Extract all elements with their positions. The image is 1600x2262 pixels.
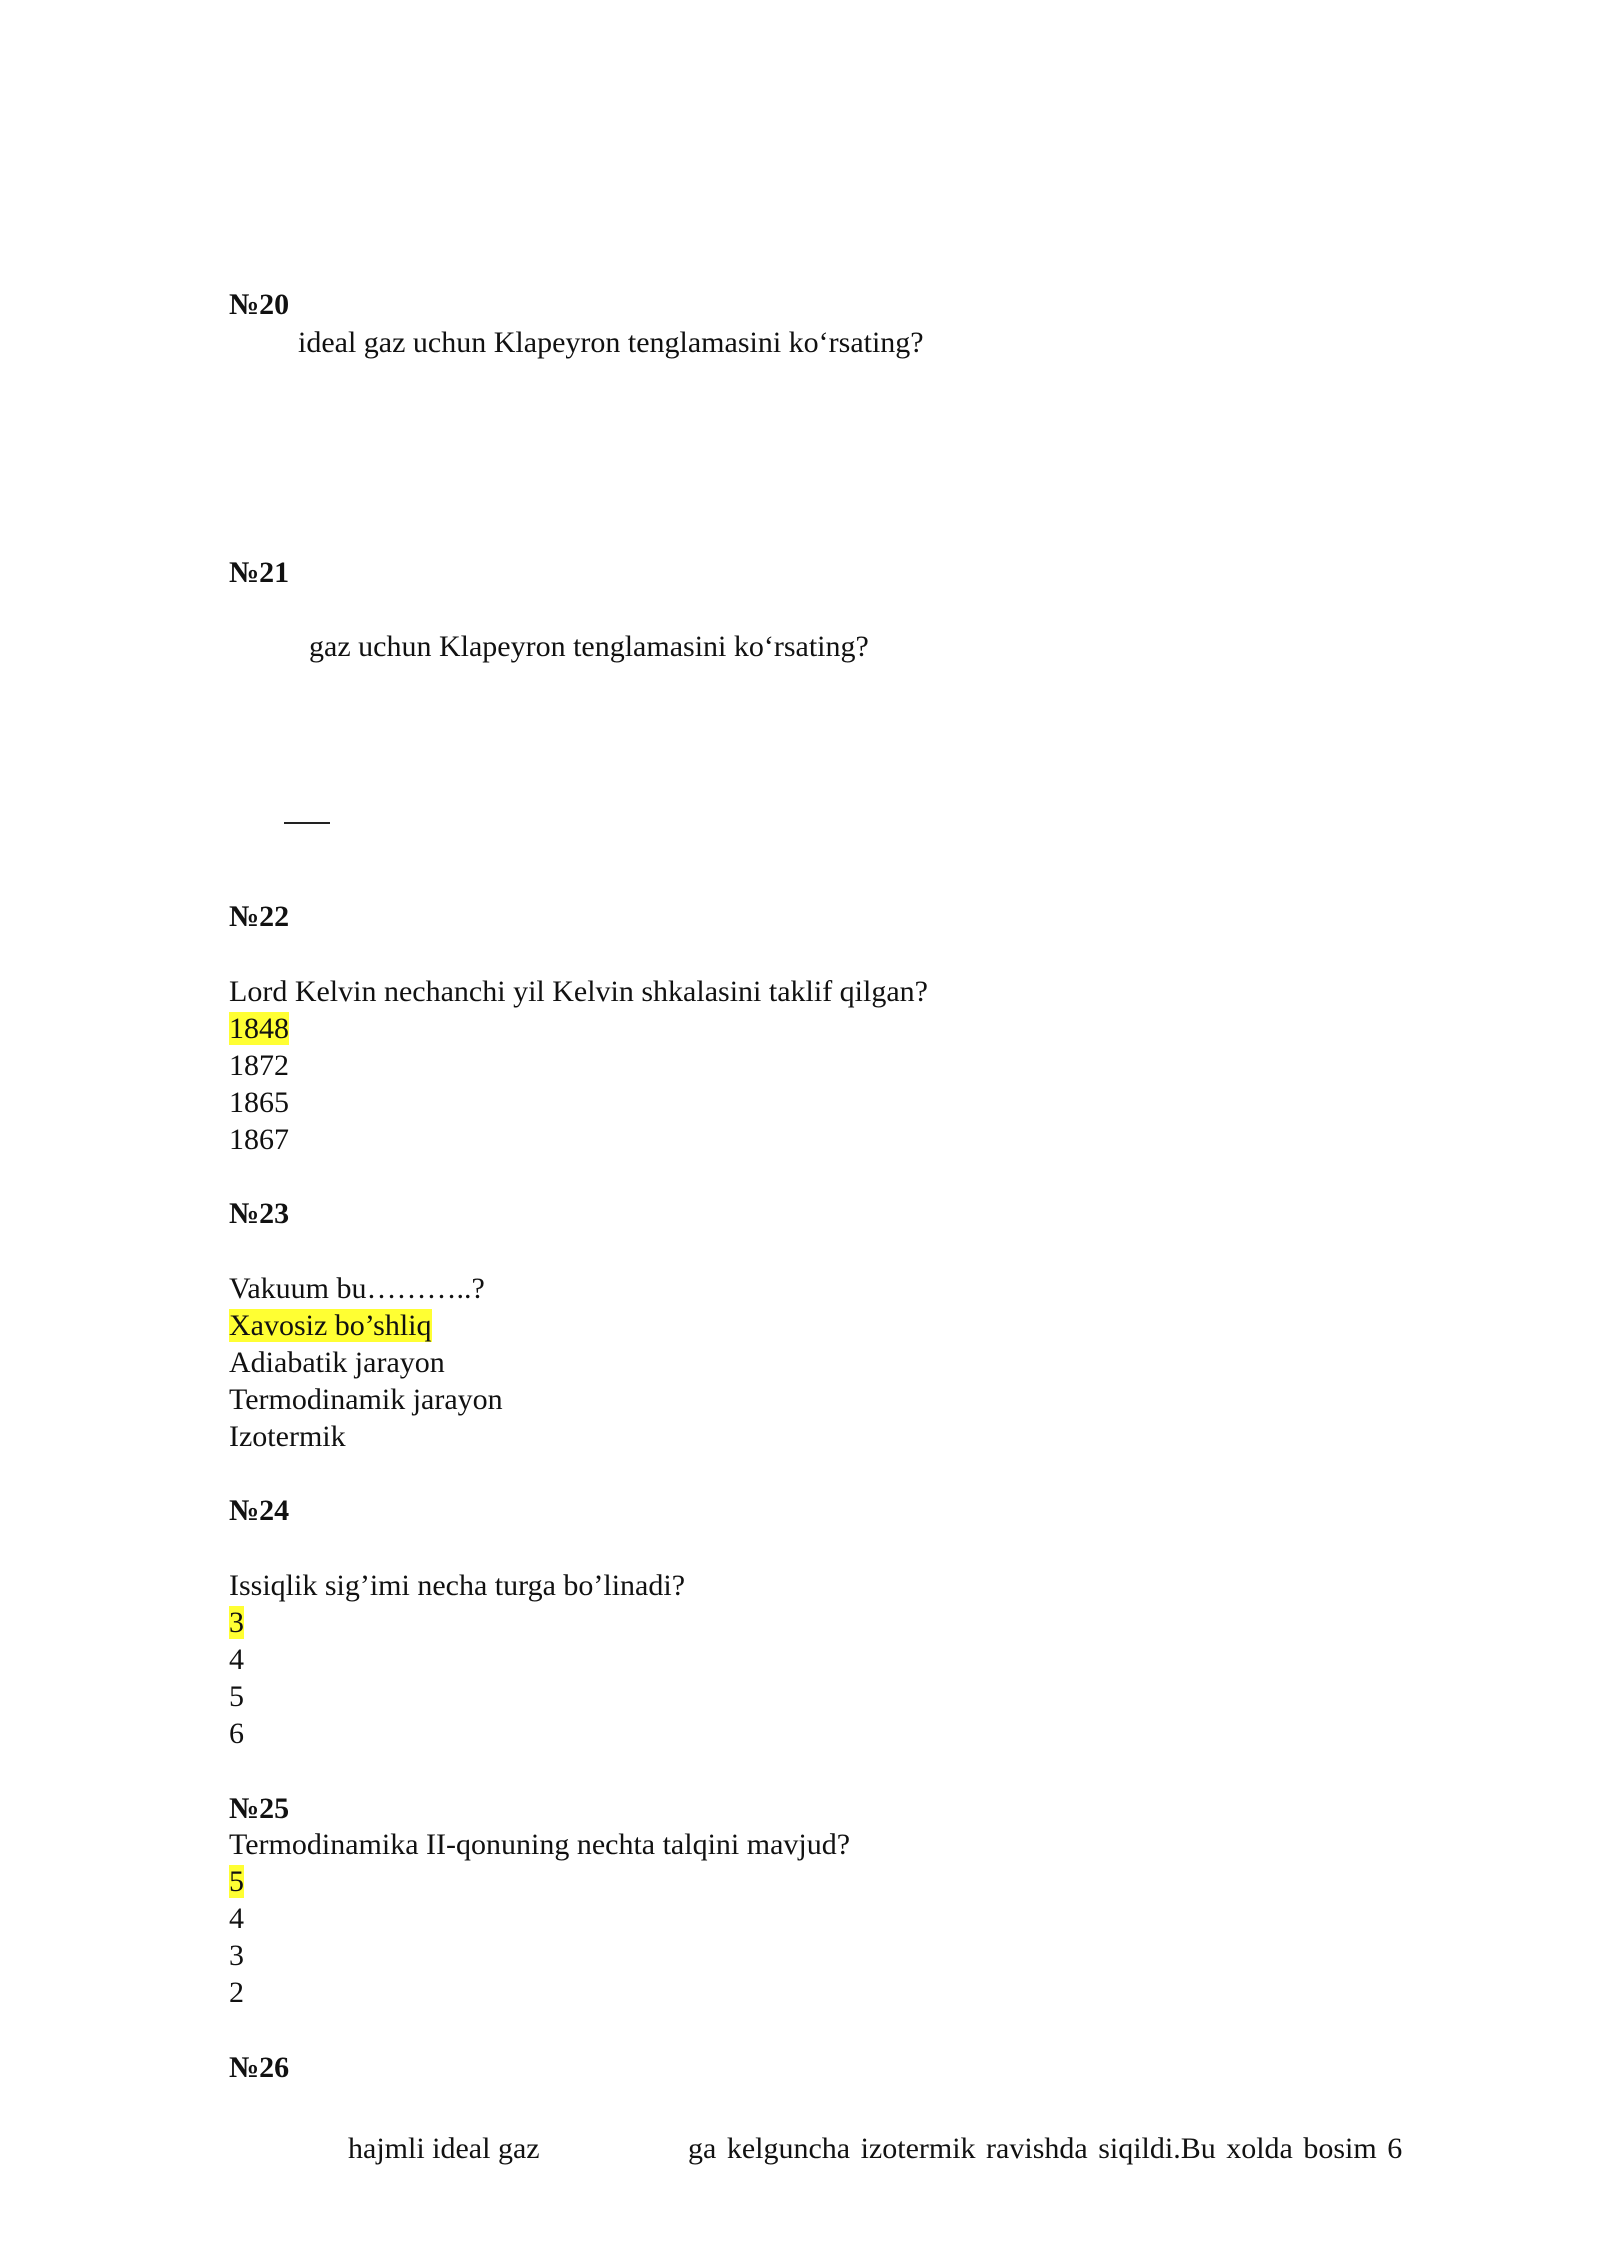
question-23-option-1 [229, 1307, 432, 1344]
question-22-text: Lord Kelvin nechanchi yil Kelvin shkalasini taklif qilgan? [229, 975, 928, 1008]
question-24-number: №24 [229, 1494, 290, 1527]
question-26-text-part2: ga kelguncha izotermik ravishda siqildi.Bu xolda bosim 6 [688, 2132, 1403, 2165]
correct-answer-highlight: 3 [229, 1606, 244, 1639]
question-24-text: Issiqlik sig’imi necha turga bo’linadi? [229, 1569, 686, 1602]
question-22-option-2: 1872 [229, 1049, 289, 1082]
question-23-number: №23 [229, 1197, 290, 1230]
question-22-option-4: 1867 [229, 1123, 289, 1156]
fraction-bar-fragment [284, 822, 330, 824]
question-20-text: ideal gaz uchun Klapeyron tenglamasini ko‘rsating? [298, 326, 924, 359]
question-23-option-2: Adiabatik jarayon [229, 1346, 445, 1379]
question-25-option-4: 2 [229, 1976, 244, 2009]
question-25-option-2: 4 [229, 1902, 244, 1935]
question-24-option-2: 4 [229, 1643, 244, 1676]
question-24-option-3: 5 [229, 1680, 244, 1713]
question-23-option-3: Termodinamik jarayon [229, 1383, 503, 1416]
question-22-option-1 [229, 1010, 289, 1047]
question-23-text: Vakuum bu………..? [229, 1272, 485, 1305]
question-25-option-3: 3 [229, 1939, 244, 1972]
question-26-text-part1: hajmli ideal gaz [348, 2132, 540, 2165]
question-25-option-1 [229, 1863, 244, 1900]
question-20-number: №20 [229, 288, 290, 321]
question-22-option-3: 1865 [229, 1086, 289, 1119]
correct-answer-highlight: 5 [229, 1865, 244, 1898]
question-21-number: №21 [229, 556, 290, 589]
correct-answer-highlight: 1848 [229, 1012, 289, 1045]
question-26-number: №26 [229, 2051, 290, 2084]
question-22-number: №22 [229, 900, 290, 933]
question-23-option-4: Izotermik [229, 1420, 346, 1453]
question-24-option-4: 6 [229, 1717, 244, 1750]
correct-answer-highlight: Xavosiz bo’shliq [229, 1309, 432, 1342]
question-24-option-1 [229, 1604, 244, 1641]
question-25-text: Termodinamika II-qonuning nechta talqini mavjud? [229, 1828, 851, 1861]
question-21-text: gaz uchun Klapeyron tenglamasini ko‘rsating? [309, 630, 869, 663]
question-25-number: №25 [229, 1792, 290, 1825]
